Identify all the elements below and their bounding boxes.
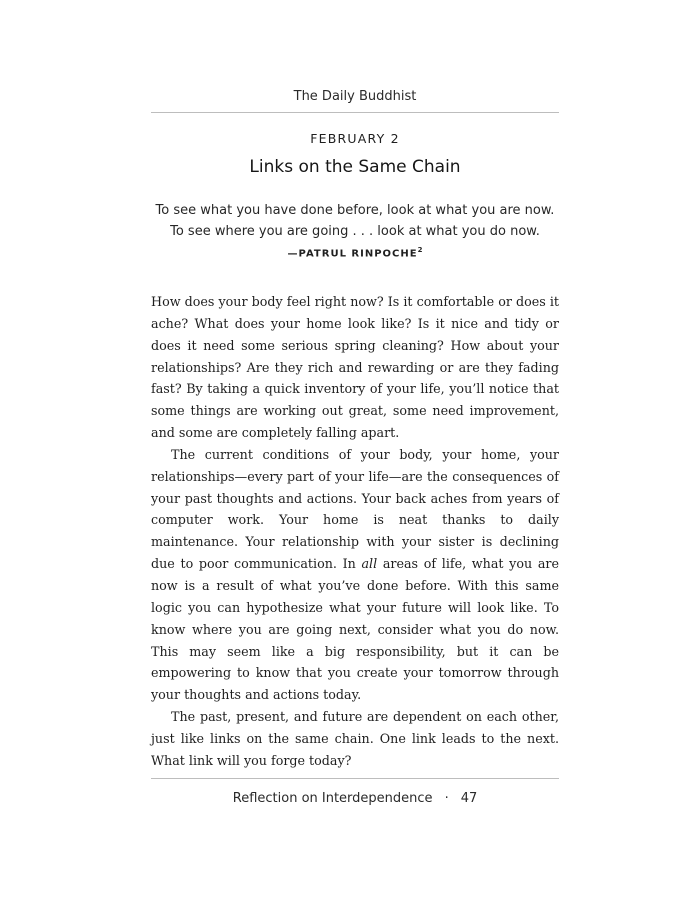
footer-section-title: Reflection on Interdependence xyxy=(232,791,433,806)
epigraph xyxy=(151,200,559,242)
header-rule xyxy=(151,112,559,113)
body-text xyxy=(151,291,559,772)
epigraph-line: To see what you have done before, look at what you are now. xyxy=(155,203,555,218)
body-paragraph: How does your body feel right now? Is it comfortable or does it ache? What does your home look like? Is it nice and tidy or does it need some serious spring cleaning? How about your relationships? Are they rich and rewarding or are they fading fast? By taking a quick inventory of your life, you’ll notice that some things are working out great, some need improvement, and some are completely falling apart. xyxy=(151,294,559,441)
footer-rule xyxy=(151,778,559,779)
paragraph-text: areas of life, what you are now is a result of what you’ve done before. With this same logic you can hypothesize what your future will look like. To know where you are going next, consider what you do now. This may seem like a big responsibility, but it can be empowering to know that you create your tomorrow through your thoughts and actions today. xyxy=(151,556,559,703)
footer-separator: · xyxy=(444,791,449,806)
epigraph-attribution xyxy=(151,246,559,259)
body-paragraph: The past, present, and future are dependent on each other, just like links on the same chain. One link leads to the next. What link will you forge today? xyxy=(151,709,559,768)
running-head: The Daily Buddhist xyxy=(293,89,417,104)
page-number: 47 xyxy=(460,791,478,806)
footnote-marker: 2 xyxy=(417,246,423,254)
attribution-name: —PATRUL RINPOCHE xyxy=(287,248,418,260)
page-footer xyxy=(151,791,559,806)
epigraph-line: To see where you are going . . . look at what you do now. xyxy=(170,224,540,239)
entry-date: FEBRUARY 2 xyxy=(310,131,400,146)
emphasis-text: all xyxy=(361,556,378,572)
entry-title: Links on the Same Chain xyxy=(249,157,461,177)
paragraph-text: The current conditions of your body, your home, your relationships—every part of your life—are the consequences of your past thoughts and actions. Your back aches from years of computer work. Your home is neat thanks to daily maintenance. Your relationship with your sister is declining due to poor communication. In xyxy=(151,446,559,572)
body-paragraph xyxy=(151,444,559,706)
